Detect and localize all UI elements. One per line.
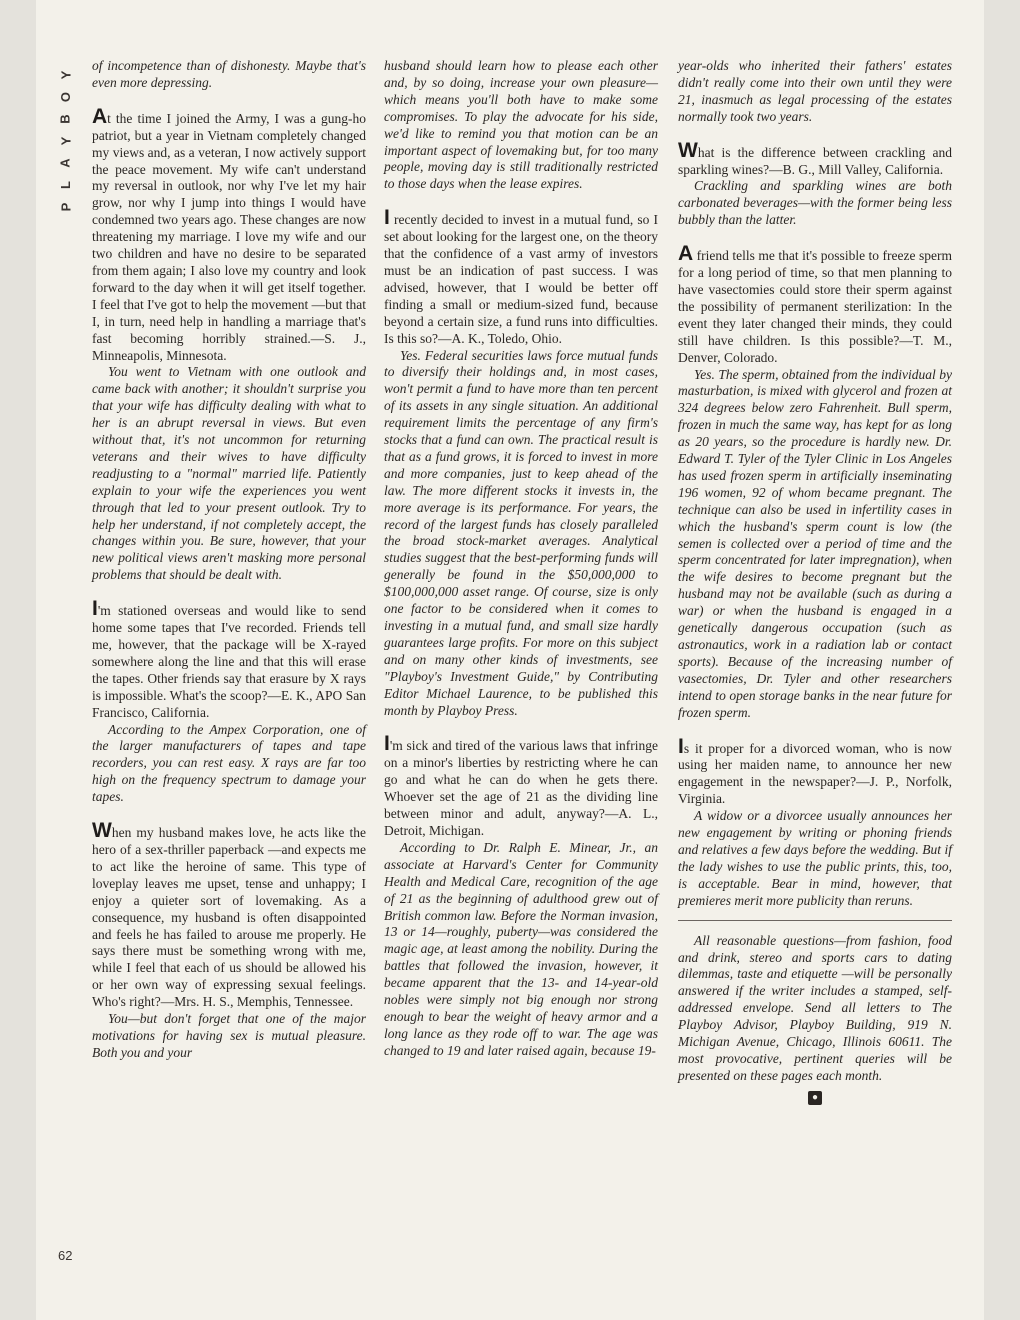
question-text: 'm sick and tired of the various laws that infringe on a minor's liberties by restricting where he can go and what he can do when he gets there. Whoever set the age of 21 as the dividing line between minor and adult, anyway?—A. L., Detroit, Michigan. xyxy=(384,738,658,838)
answer-paragraph: Crackling and sparkling wines are both carbonated beverages—with the former being less bubbly than the latter. xyxy=(678,178,952,228)
answer-paragraph: A widow or a divorcee usually announces her new engagement by writing or phoning friends and relatives a few days before the wedding. But if the lady wishes to use the public prints, this, too, is acceptable. Bear in mind, however, that premieres merit more publicity than reruns. xyxy=(678,808,952,908)
drop-letter: A xyxy=(678,242,694,266)
question-paragraph xyxy=(92,104,366,365)
answer-continuation: year-olds who inherited their fathers' estates didn't really come into their own until they were 21, inasmuch as legal processing of the estates normally took two years. xyxy=(678,58,952,124)
question-text: hen my husband makes love, he acts like the hero of a sex-thriller paperback —and expects me to act like the heroine of same. This type of loveplay leaves me upset, tense and unhappy; I enjoy a quieter sort of lovemaking. As a consequence, my husband is often disappointed and feels he has failed to arouse me properly. He says there must be something wrong with me, while I feel that each of us should be allowed his or her own way of expressing sexual feelings. Who's right?—Mrs. H. S., Memphis, Tennessee. xyxy=(92,825,366,1010)
closing-note: All reasonable questions—from fashion, food and drink, stereo and sports cars to dating dilemmas, taste and etiquette —will be personally answered if the writer includes a stamped, self-addressed envelope. Send all letters to The Playboy Advisor, Playboy Building, 919 N. Michigan Avenue, Chicago, Illinois 60611. The most provocative, pertinent queries will be presented on these pages each month. xyxy=(678,932,952,1083)
magazine-letter: B xyxy=(57,114,73,124)
drop-letter: I xyxy=(678,734,684,758)
answer-paragraph: Yes. Federal securities laws force mutual funds to diversify their holdings and, in most cases, won't permit a fund to have more than ten percent of its assets in any single situation. An additional requirement limits the percentage of any firm's stocks that a fund can own. The practical result is that as a fund grows, it is forced to invest in more and more companies, just to keep ahead of the law. The more different stocks it invests in, the more average is its performance. For years, the record of the largest funds has closely paralleled the broad stock-market averages. Analytical studies suggest that the best-performing funds will generally be found in the $50,000,000 to $100,000,000 asset range. Of course, size is only one factor to be considered when it comes to investing in a mutual fund, and small size hardly guarantees large profits. For more on this subject and on many other kinds of investments, see "Playboy's Investment Guide," by Contributing Editor Michael Laurence, to be published this month by Playboy Press. xyxy=(384,347,658,718)
magazine-letter: P xyxy=(57,202,73,212)
drop-letter: I xyxy=(92,597,98,621)
question-paragraph xyxy=(92,819,366,1011)
magazine-letter: O xyxy=(58,91,73,103)
drop-letter: W xyxy=(678,138,698,162)
magazine-letter: A xyxy=(57,158,73,168)
magazine-name-vertical xyxy=(54,64,78,218)
section-divider xyxy=(678,920,952,921)
question-paragraph xyxy=(384,206,658,347)
magazine-letter: L xyxy=(57,181,73,189)
drop-letter: I xyxy=(384,206,390,230)
column-2 xyxy=(384,58,658,1060)
answer-continuation: of incompetence than of dishonesty. Maybe that's even more depressing. xyxy=(92,58,366,90)
question-paragraph xyxy=(384,732,658,839)
rabbit-logo-icon: ● xyxy=(808,1091,822,1105)
answer-paragraph: Yes. The sperm, obtained from the individual by masturbation, is mixed with glycerol and frozen at 324 degrees below zero Fahrenheit. Bull sperm, frozen in much the same way, has kept for as long as 20 years, so the procedure is hardly new. Dr. Edward T. Tyler of the Tyler Clinic in Los Angeles has used frozen sperm in artificially inseminating 196 women, 92 of whom became pregnant. The technique can also be used in infertility cases in which the husband's sperm count is low (the semen is collected over a period of time and the sperm concentrated for later impregnation), when the wife desires to become pregnant but the husband may not be available (such as during a war) or when the husband is engaged in a genetically dangerous occupation (such as astronautics, work in a radiation lab or contact sports). Because of the increasing number of vasectomies, Dr. Tyler and other researchers intend to open storage banks in the near future for frozen sperm. xyxy=(678,366,952,720)
question-text: hat is the difference between crackling and sparkling wines?—B. G., Mill Valley, California. xyxy=(678,144,952,177)
question-paragraph xyxy=(678,734,952,809)
column-3 xyxy=(678,58,952,1105)
magazine-page xyxy=(36,0,984,1320)
question-paragraph xyxy=(678,242,952,366)
answer-continuation: husband should learn how to please each other and, by so doing, increase your own pleasure—which means you'll both have to make some compromises. To play the advocate for his side, we'd like to remind you that motion can be an important aspect of lovemaking but, for too many people, moving day is still traditionally restricted to those days when the lease expires. xyxy=(384,58,658,192)
magazine-letter: Y xyxy=(57,136,73,146)
answer-paragraph: You went to Vietnam with one outlook and came back with another; it shouldn't surprise you that your wife has difficulty dealing with what to her is an abrupt reversal in views. But even without that, it's not uncommon for returning veterans and their wives to have difficulty readjusting to a "normal" married life. Patiently explain to your wife the experiences you went through that led to your present outlook. Try to help her understand, if not completely accept, the changes within you. Be sure, however, that your new political views aren't masking more personal problems that should be dealt with. xyxy=(92,364,366,583)
column-1 xyxy=(92,58,366,1062)
question-text: t the time I joined the Army, I was a gung-ho patriot, but a year in Vietnam completely changed my views and, as a veteran, I now actively support the peace movement. My wife can't understand my reversal in outlook, nor why I've let my hair grow, nor why I jump into things I would have condemned two years ago. These changes are now threatening my marriage. I love my wife and our two children and have no desire to be separated from them again; I also love my country and look forward to the day when it will get itself together. I feel that I've got to help the movement —but that I, in turn, need help in handling a marriage that's fast becoming horribly strained.—S. J., Minneapolis, Minnesota. xyxy=(92,110,366,363)
question-paragraph xyxy=(92,597,366,721)
answer-paragraph: According to the Ampex Corporation, one of the larger manufacturers of tapes and tape recorders, you can rest easy. X rays are far too high on the frequency spectrum to damage your tapes. xyxy=(92,721,366,805)
drop-letter: I xyxy=(384,732,390,756)
drop-letter: A xyxy=(92,104,108,128)
question-text: 'm stationed overseas and would like to send home some tapes that I've recorded. Friends tell me, however, that the package will be X-rayed somewhere along the line and that this will erase the tapes. Other friends say that erasure by X rays is impossible. What's the scoop?—E. K., APO San Francisco, California. xyxy=(92,603,366,720)
question-text: friend tells me that it's possible to freeze sperm for a long period of time, so that men planning to have vasectomies could store their sperm against the possibility of permanent sterilization: In the event they later changed their minds, they could still have children. Is this possible?—T. M., Denver, Colorado. xyxy=(678,248,952,365)
question-text: s it proper for a divorced woman, who is now using her maiden name, to announce her new engagement in the newspaper?—J. P., Norfolk, Virginia. xyxy=(678,740,952,807)
answer-paragraph: You—but don't forget that one of the major motivations for having sex is mutual pleasure. Both you and your xyxy=(92,1011,366,1060)
question-paragraph xyxy=(678,138,952,179)
drop-letter: W xyxy=(92,819,112,843)
answer-paragraph: According to Dr. Ralph E. Minear, Jr., an associate at Harvard's Center for Community Health and Medical Care, recognition of the age of 21 as the beginning of adulthood grew out of British common law. Before the Norman invasion, 13 or 14—roughly, puberty—was considered the magic age, at least among the nobility. During the battles that followed the invasion, however, it became apparent that the 13- and 14-year-old nobles were simply not big enough nor strong enough to bear the weight of heavy armor and a long lance as they rode off to war. The age was changed to 19 and later raised again, because 19- xyxy=(384,839,658,1058)
page-number: 62 xyxy=(58,1248,73,1263)
question-text: recently decided to invest in a mutual fund, so I set about looking for the largest one, on the theory that the confidence of a vast army of investors must be an indication of past success. I was advised, however, that I would be better off finding a small or medium-sized fund, because beyond a certain size, a fund runs into difficulties. Is this so?—A. K., Toledo, Ohio. xyxy=(384,212,658,346)
magazine-letter: Y xyxy=(57,70,73,80)
